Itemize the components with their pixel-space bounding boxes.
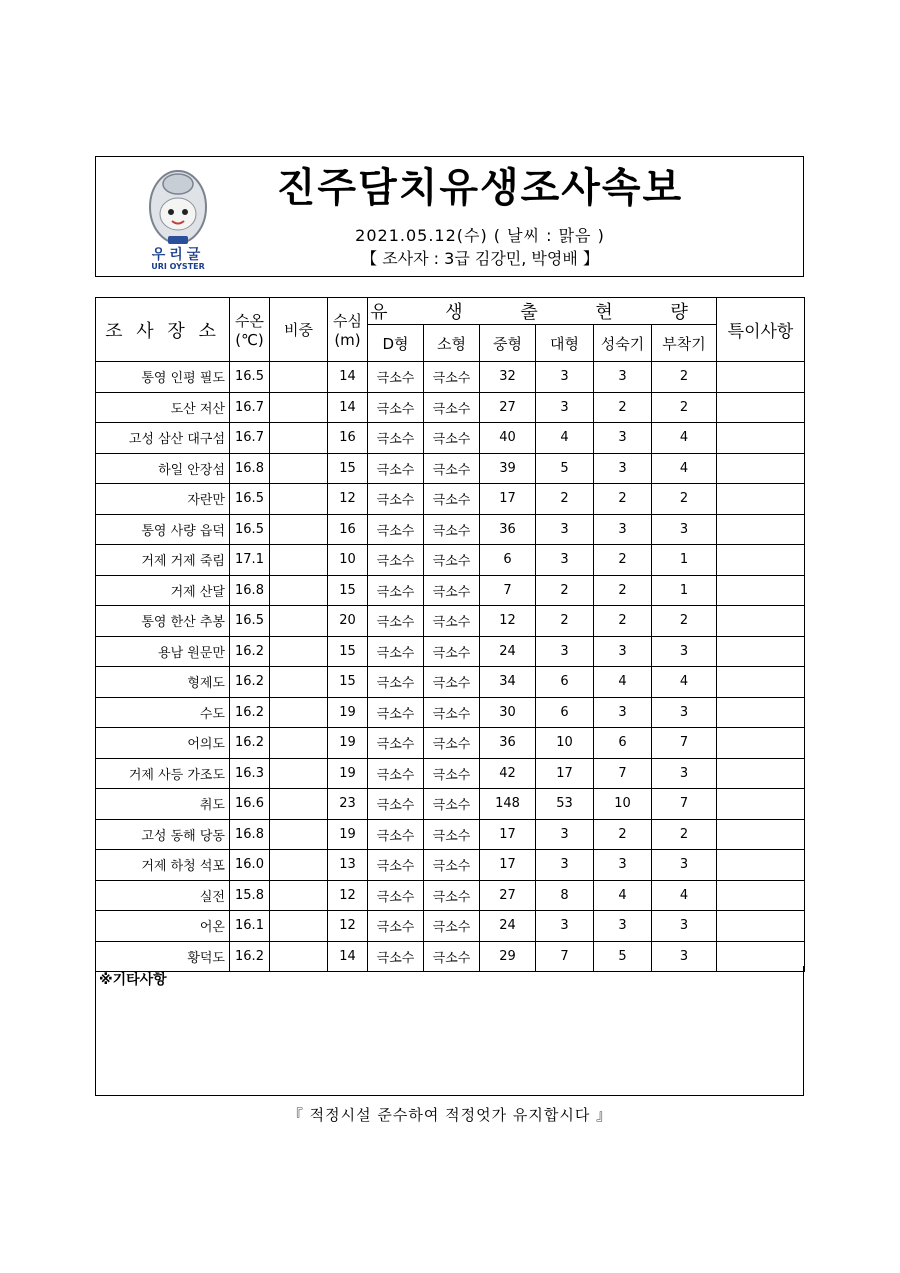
cell-specific-gravity	[270, 880, 328, 911]
header-depth	[328, 298, 368, 362]
cell-depth: 14	[328, 362, 368, 393]
cell-small: 극소수	[424, 575, 480, 606]
table-row	[96, 636, 805, 667]
cell-water-temp: 16.2	[230, 667, 270, 698]
cell-specific-gravity	[270, 423, 328, 454]
cell-small: 극소수	[424, 484, 480, 515]
cell-attach: 1	[652, 545, 717, 576]
table-row	[96, 423, 805, 454]
cell-small: 극소수	[424, 545, 480, 576]
cell-water-temp: 16.5	[230, 362, 270, 393]
cell-remarks	[717, 575, 805, 606]
cell-specific-gravity	[270, 911, 328, 942]
cell-depth: 12	[328, 880, 368, 911]
cell-small: 극소수	[424, 606, 480, 637]
cell-medium: 30	[480, 697, 536, 728]
cell-location: 형제도	[96, 667, 230, 698]
cell-medium: 24	[480, 911, 536, 942]
cell-depth: 14	[328, 941, 368, 972]
cell-mature: 7	[594, 758, 652, 789]
cell-d-type: 극소수	[368, 911, 424, 942]
cell-small: 극소수	[424, 514, 480, 545]
cell-water-temp: 16.2	[230, 697, 270, 728]
cell-specific-gravity	[270, 636, 328, 667]
cell-depth: 15	[328, 667, 368, 698]
cell-depth: 12	[328, 484, 368, 515]
cell-large: 3	[536, 362, 594, 393]
cell-water-temp: 16.2	[230, 941, 270, 972]
cell-large: 3	[536, 850, 594, 881]
cell-d-type: 극소수	[368, 423, 424, 454]
cell-mature: 2	[594, 392, 652, 423]
header-small: 소형	[424, 325, 480, 362]
cell-large: 17	[536, 758, 594, 789]
header-attach: 부착기	[652, 325, 717, 362]
cell-large: 4	[536, 423, 594, 454]
table-row	[96, 392, 805, 423]
cell-depth: 15	[328, 575, 368, 606]
notes-box	[95, 966, 804, 1096]
cell-medium: 27	[480, 880, 536, 911]
cell-attach: 2	[652, 819, 717, 850]
cell-attach: 4	[652, 453, 717, 484]
table-row	[96, 667, 805, 698]
cell-specific-gravity	[270, 667, 328, 698]
cell-small: 극소수	[424, 453, 480, 484]
cell-medium: 24	[480, 636, 536, 667]
cell-depth: 19	[328, 758, 368, 789]
cell-small: 극소수	[424, 819, 480, 850]
cell-mature: 6	[594, 728, 652, 759]
cell-attach: 2	[652, 484, 717, 515]
cell-attach: 4	[652, 667, 717, 698]
cell-remarks	[717, 667, 805, 698]
cell-remarks	[717, 789, 805, 820]
cell-location: 통영 한산 추봉	[96, 606, 230, 637]
logo-text	[140, 248, 216, 272]
cell-d-type: 극소수	[368, 545, 424, 576]
cell-d-type: 극소수	[368, 453, 424, 484]
cell-water-temp: 16.2	[230, 728, 270, 759]
table-row	[96, 362, 805, 393]
cell-remarks	[717, 697, 805, 728]
cell-mature: 3	[594, 362, 652, 393]
cell-attach: 4	[652, 423, 717, 454]
cell-medium: 17	[480, 819, 536, 850]
header-remarks: 특이사항	[717, 298, 805, 362]
cell-attach: 2	[652, 606, 717, 637]
notes-label: ※기타사항	[99, 972, 167, 988]
header-depth-unit: (m)	[334, 331, 361, 349]
cell-d-type: 극소수	[368, 514, 424, 545]
date-weather-line: 2021.05.12(수) ( 날씨 : 맑음 )	[355, 226, 605, 245]
cell-location: 고성 동해 당동	[96, 819, 230, 850]
cell-location: 황덕도	[96, 941, 230, 972]
cell-large: 2	[536, 575, 594, 606]
header-location: 조 사 장 소	[96, 298, 230, 362]
header-d-type: D형	[368, 325, 424, 362]
cell-medium: 27	[480, 392, 536, 423]
cell-small: 극소수	[424, 667, 480, 698]
cell-d-type: 극소수	[368, 819, 424, 850]
header-mature: 성숙기	[594, 325, 652, 362]
cell-d-type: 극소수	[368, 392, 424, 423]
cell-water-temp: 17.1	[230, 545, 270, 576]
cell-mature: 3	[594, 911, 652, 942]
cell-location: 용남 원문만	[96, 636, 230, 667]
cell-mature: 2	[594, 819, 652, 850]
cell-medium: 32	[480, 362, 536, 393]
header-depth-label: 수심	[333, 312, 362, 330]
cell-location: 거제 사등 가조도	[96, 758, 230, 789]
cell-location: 어의도	[96, 728, 230, 759]
cell-specific-gravity	[270, 484, 328, 515]
cell-attach: 3	[652, 850, 717, 881]
table-row	[96, 606, 805, 637]
cell-water-temp: 16.1	[230, 911, 270, 942]
cell-remarks	[717, 728, 805, 759]
cell-large: 6	[536, 697, 594, 728]
cell-medium: 148	[480, 789, 536, 820]
slogan: 『 적정시설 준수하여 적정엇가 유지합시다 』	[287, 1106, 613, 1124]
logo-english-text: URI OYSTER	[151, 262, 205, 271]
survey-table	[95, 297, 805, 972]
cell-attach: 4	[652, 880, 717, 911]
cell-mature: 2	[594, 575, 652, 606]
cell-large: 5	[536, 453, 594, 484]
cell-mature: 4	[594, 667, 652, 698]
surveyor-line: 【 조사자 : 3급 김강민, 박영배 】	[361, 249, 599, 268]
cell-mature: 3	[594, 453, 652, 484]
cell-water-temp: 16.5	[230, 514, 270, 545]
cell-water-temp: 16.0	[230, 850, 270, 881]
cell-attach: 2	[652, 392, 717, 423]
page-title: 진주담치유생조사속보	[276, 165, 684, 211]
table-row	[96, 453, 805, 484]
table-row	[96, 880, 805, 911]
cell-attach: 7	[652, 728, 717, 759]
cell-attach: 3	[652, 636, 717, 667]
cell-location: 도산 저산	[96, 392, 230, 423]
table-row	[96, 819, 805, 850]
cell-remarks	[717, 362, 805, 393]
cell-medium: 7	[480, 575, 536, 606]
cell-large: 8	[536, 880, 594, 911]
table-row	[96, 484, 805, 515]
table-row	[96, 850, 805, 881]
cell-remarks	[717, 423, 805, 454]
cell-large: 2	[536, 484, 594, 515]
survey-table-body	[96, 362, 805, 972]
table-row	[96, 728, 805, 759]
cell-small: 극소수	[424, 758, 480, 789]
cell-small: 극소수	[424, 423, 480, 454]
cell-depth: 19	[328, 728, 368, 759]
header-water-temp-label: 수온	[235, 312, 264, 330]
cell-remarks	[717, 606, 805, 637]
header-spawn-amount: 유 생 출 현 량	[368, 298, 717, 325]
cell-remarks	[717, 758, 805, 789]
cell-mature: 4	[594, 880, 652, 911]
cell-specific-gravity	[270, 697, 328, 728]
cell-mature: 3	[594, 850, 652, 881]
cell-attach: 3	[652, 911, 717, 942]
cell-location: 거제 하청 석포	[96, 850, 230, 881]
cell-specific-gravity	[270, 789, 328, 820]
cell-location: 수도	[96, 697, 230, 728]
cell-small: 극소수	[424, 880, 480, 911]
cell-water-temp: 16.6	[230, 789, 270, 820]
cell-remarks	[717, 880, 805, 911]
cell-attach: 1	[652, 575, 717, 606]
cell-depth: 15	[328, 636, 368, 667]
cell-depth: 13	[328, 850, 368, 881]
cell-mature: 3	[594, 697, 652, 728]
table-row	[96, 575, 805, 606]
cell-mature: 5	[594, 941, 652, 972]
cell-depth: 12	[328, 911, 368, 942]
cell-mature: 10	[594, 789, 652, 820]
cell-d-type: 극소수	[368, 667, 424, 698]
cell-small: 극소수	[424, 392, 480, 423]
cell-large: 2	[536, 606, 594, 637]
cell-large: 3	[536, 911, 594, 942]
cell-location: 거제 산달	[96, 575, 230, 606]
cell-depth: 10	[328, 545, 368, 576]
cell-depth: 19	[328, 819, 368, 850]
cell-location: 통영 사량 읍덕	[96, 514, 230, 545]
cell-specific-gravity	[270, 545, 328, 576]
cell-water-temp: 16.7	[230, 392, 270, 423]
cell-small: 극소수	[424, 911, 480, 942]
cell-attach: 3	[652, 514, 717, 545]
cell-location: 거제 거제 죽림	[96, 545, 230, 576]
cell-d-type: 극소수	[368, 606, 424, 637]
cell-depth: 15	[328, 453, 368, 484]
header-large: 대형	[536, 325, 594, 362]
cell-large: 3	[536, 392, 594, 423]
cell-specific-gravity	[270, 362, 328, 393]
cell-mature: 3	[594, 636, 652, 667]
cell-medium: 36	[480, 514, 536, 545]
cell-remarks	[717, 636, 805, 667]
cell-specific-gravity	[270, 728, 328, 759]
cell-remarks	[717, 545, 805, 576]
cell-depth: 23	[328, 789, 368, 820]
cell-specific-gravity	[270, 453, 328, 484]
cell-d-type: 극소수	[368, 484, 424, 515]
cell-water-temp: 16.8	[230, 575, 270, 606]
cell-large: 3	[536, 545, 594, 576]
cell-attach: 7	[652, 789, 717, 820]
cell-large: 10	[536, 728, 594, 759]
cell-location: 통영 인평 필도	[96, 362, 230, 393]
cell-d-type: 극소수	[368, 789, 424, 820]
cell-location: 고성 삼산 대구섬	[96, 423, 230, 454]
cell-small: 극소수	[424, 728, 480, 759]
cell-depth: 20	[328, 606, 368, 637]
table-row	[96, 758, 805, 789]
table-row	[96, 545, 805, 576]
cell-location: 실전	[96, 880, 230, 911]
cell-specific-gravity	[270, 514, 328, 545]
cell-specific-gravity	[270, 575, 328, 606]
cell-specific-gravity	[270, 758, 328, 789]
cell-mature: 2	[594, 545, 652, 576]
cell-large: 3	[536, 636, 594, 667]
cell-large: 7	[536, 941, 594, 972]
header-water-temp-unit: (℃)	[235, 331, 264, 349]
table-row	[96, 911, 805, 942]
cell-large: 3	[536, 819, 594, 850]
cell-water-temp: 16.5	[230, 606, 270, 637]
cell-medium: 17	[480, 850, 536, 881]
cell-attach: 3	[652, 697, 717, 728]
cell-large: 3	[536, 514, 594, 545]
cell-small: 극소수	[424, 850, 480, 881]
cell-mature: 2	[594, 606, 652, 637]
cell-water-temp: 16.2	[230, 636, 270, 667]
cell-d-type: 극소수	[368, 880, 424, 911]
cell-water-temp: 16.7	[230, 423, 270, 454]
cell-d-type: 극소수	[368, 575, 424, 606]
cell-location: 취도	[96, 789, 230, 820]
cell-remarks	[717, 392, 805, 423]
cell-water-temp: 16.8	[230, 453, 270, 484]
cell-mature: 2	[594, 484, 652, 515]
cell-small: 극소수	[424, 697, 480, 728]
cell-medium: 39	[480, 453, 536, 484]
cell-small: 극소수	[424, 636, 480, 667]
header-medium: 중형	[480, 325, 536, 362]
cell-water-temp: 16.5	[230, 484, 270, 515]
cell-large: 6	[536, 667, 594, 698]
cell-remarks	[717, 819, 805, 850]
cell-remarks	[717, 453, 805, 484]
cell-large: 53	[536, 789, 594, 820]
cell-depth: 19	[328, 697, 368, 728]
cell-water-temp: 15.8	[230, 880, 270, 911]
cell-medium: 17	[480, 484, 536, 515]
cell-medium: 29	[480, 941, 536, 972]
cell-d-type: 극소수	[368, 636, 424, 667]
cell-water-temp: 16.8	[230, 819, 270, 850]
header-specific-gravity: 비중	[270, 298, 328, 362]
cell-medium: 12	[480, 606, 536, 637]
cell-attach: 3	[652, 758, 717, 789]
cell-specific-gravity	[270, 819, 328, 850]
table-row	[96, 789, 805, 820]
cell-depth: 16	[328, 423, 368, 454]
cell-attach: 2	[652, 362, 717, 393]
cell-medium: 34	[480, 667, 536, 698]
cell-remarks	[717, 484, 805, 515]
cell-small: 극소수	[424, 362, 480, 393]
cell-d-type: 극소수	[368, 728, 424, 759]
cell-remarks	[717, 514, 805, 545]
cell-water-temp: 16.3	[230, 758, 270, 789]
cell-mature: 3	[594, 423, 652, 454]
cell-depth: 14	[328, 392, 368, 423]
cell-location: 자란만	[96, 484, 230, 515]
cell-specific-gravity	[270, 392, 328, 423]
cell-attach: 3	[652, 941, 717, 972]
cell-depth: 16	[328, 514, 368, 545]
cell-d-type: 극소수	[368, 850, 424, 881]
cell-location: 하일 안장섬	[96, 453, 230, 484]
table-row	[96, 697, 805, 728]
header-water-temp	[230, 298, 270, 362]
cell-d-type: 극소수	[368, 758, 424, 789]
cell-specific-gravity	[270, 606, 328, 637]
cell-mature: 3	[594, 514, 652, 545]
cell-remarks	[717, 911, 805, 942]
cell-d-type: 극소수	[368, 941, 424, 972]
cell-medium: 42	[480, 758, 536, 789]
logo-korean-text: 우리굴	[151, 247, 205, 263]
cell-small: 극소수	[424, 789, 480, 820]
table-row	[96, 514, 805, 545]
cell-location: 어온	[96, 911, 230, 942]
cell-medium: 36	[480, 728, 536, 759]
cell-d-type: 극소수	[368, 697, 424, 728]
cell-specific-gravity	[270, 850, 328, 881]
cell-d-type: 극소수	[368, 362, 424, 393]
cell-remarks	[717, 850, 805, 881]
cell-medium: 40	[480, 423, 536, 454]
cell-small: 극소수	[424, 941, 480, 972]
cell-medium: 6	[480, 545, 536, 576]
